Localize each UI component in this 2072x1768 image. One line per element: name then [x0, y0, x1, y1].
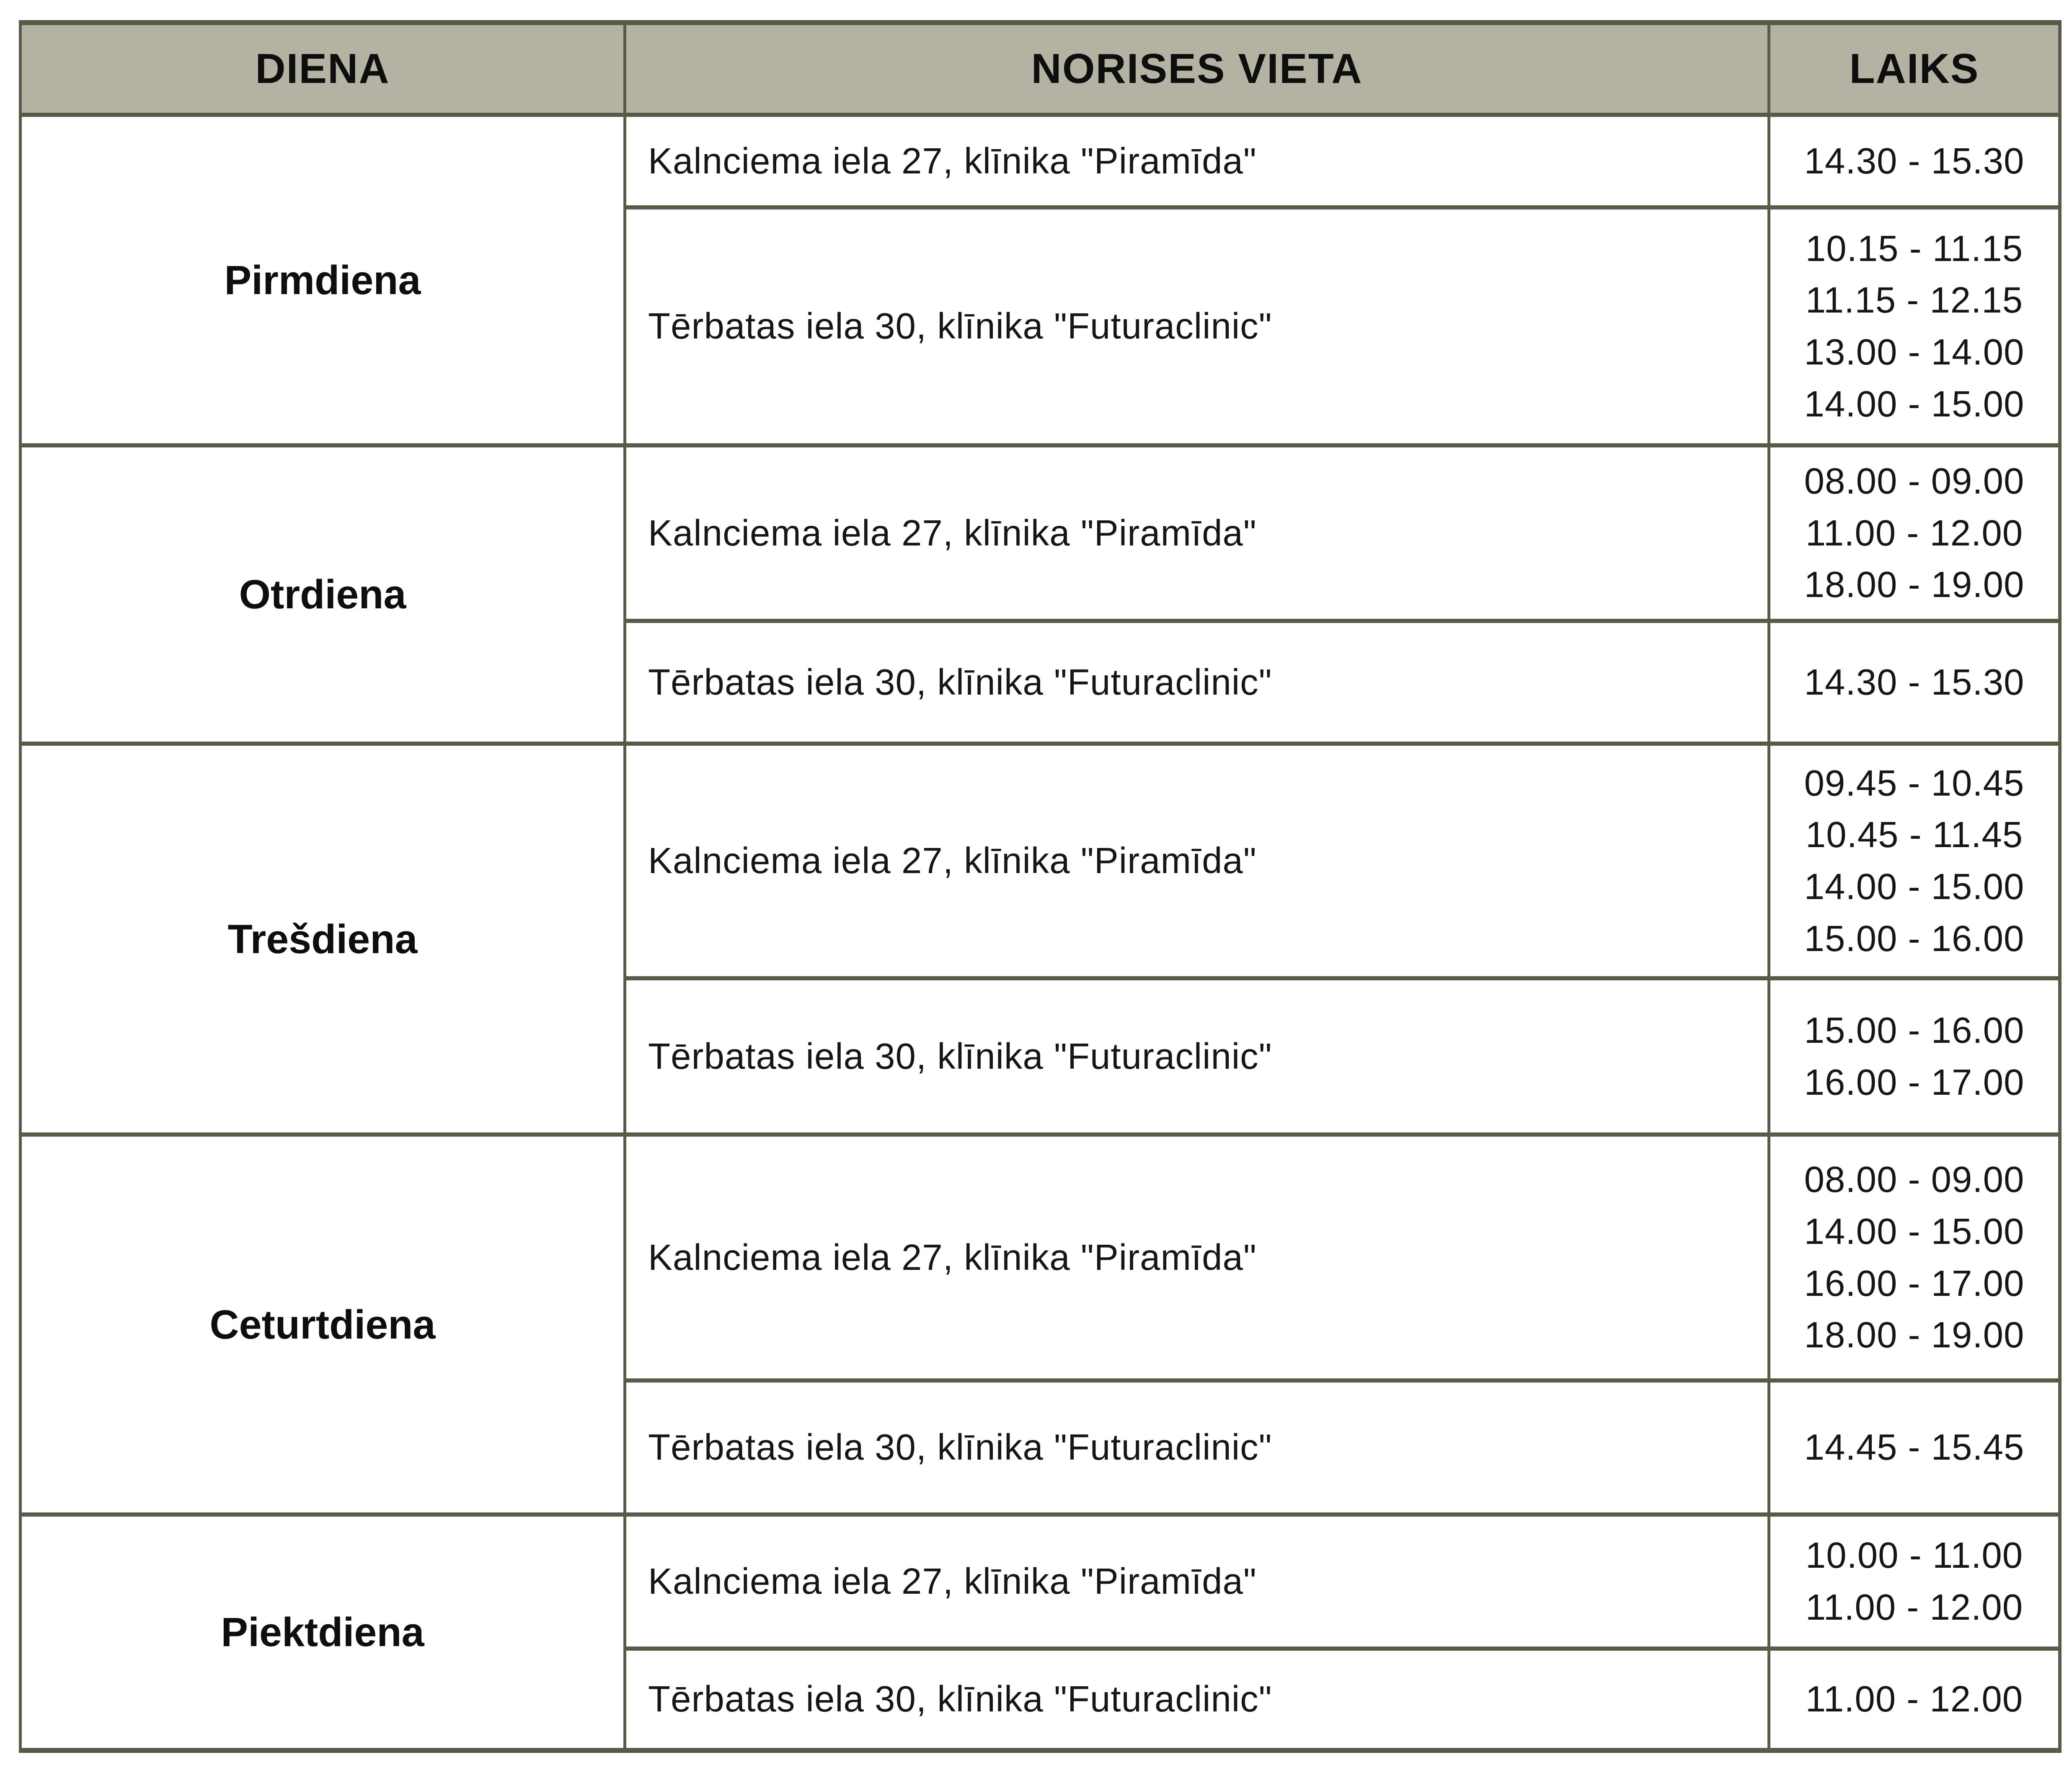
time-range: 15.00 - 16.00	[1804, 1010, 2025, 1051]
time-range: 14.45 - 15.45	[1804, 1427, 2025, 1468]
time-range: 16.00 - 17.00	[1804, 1062, 2025, 1103]
time-range: 18.00 - 19.00	[1804, 564, 2025, 605]
time-range: 14.00 - 15.00	[1804, 1211, 2025, 1252]
time-cell	[1770, 623, 2058, 742]
time-cell	[1770, 209, 2058, 443]
time-range: 10.45 - 11.45	[1805, 814, 2023, 856]
time-range: 14.30 - 15.30	[1804, 140, 2025, 181]
time-cell	[1770, 1383, 2058, 1512]
time-range: 11.15 - 12.15	[1805, 280, 2023, 321]
day-cell: Otrdiena	[22, 447, 623, 742]
day-cell: Piektdiena	[22, 1517, 623, 1748]
venue-cell: Kalnciema iela 27, klīnika "Piramīda"	[626, 447, 1767, 619]
time-range: 14.30 - 15.30	[1804, 662, 2025, 703]
time-range: 08.00 - 09.00	[1804, 1159, 2025, 1200]
day-cell: Trešdiena	[22, 746, 623, 1132]
time-range: 11.00 - 12.00	[1805, 1587, 2023, 1628]
time-range: 14.00 - 15.00	[1804, 866, 2025, 907]
day-cell: Pirmdiena	[22, 117, 623, 443]
venue-cell: Tērbatas iela 30, klīnika "Futuraclinic"	[626, 623, 1767, 742]
time-range: 10.00 - 11.00	[1805, 1535, 2023, 1576]
header-cell-time: LAIKS	[1770, 25, 2058, 113]
header-cell-venue: NORISES VIETA	[626, 25, 1767, 113]
time-range: 18.00 - 19.00	[1804, 1315, 2025, 1356]
time-range: 13.00 - 14.00	[1804, 332, 2025, 372]
time-range: 09.45 - 10.45	[1804, 763, 2025, 804]
venue-cell: Tērbatas iela 30, klīnika "Futuraclinic"	[626, 209, 1767, 443]
venue-cell: Tērbatas iela 30, klīnika "Futuraclinic"	[626, 1651, 1767, 1748]
time-cell	[1770, 447, 2058, 619]
time-range: 14.00 - 15.00	[1804, 383, 2025, 424]
venue-cell: Kalnciema iela 27, klīnika "Piramīda"	[626, 746, 1767, 976]
time-range: 08.00 - 09.00	[1804, 461, 2025, 502]
venue-cell: Tērbatas iela 30, klīnika "Futuraclinic"	[626, 1383, 1767, 1512]
time-cell	[1770, 1137, 2058, 1378]
venue-cell: Kalnciema iela 27, klīnika "Piramīda"	[626, 117, 1767, 205]
time-cell	[1770, 1651, 2058, 1748]
time-cell	[1770, 746, 2058, 976]
time-cell	[1770, 1517, 2058, 1647]
time-range: 10.15 - 11.15	[1805, 228, 2023, 269]
venue-cell: Kalnciema iela 27, klīnika "Piramīda"	[626, 1137, 1767, 1378]
header-cell-day: DIENA	[22, 25, 623, 113]
time-range: 11.00 - 12.00	[1805, 1679, 2023, 1720]
schedule-table	[19, 20, 2062, 1753]
time-cell	[1770, 117, 2058, 205]
day-cell: Ceturtdiena	[22, 1137, 623, 1512]
venue-cell: Kalnciema iela 27, klīnika "Piramīda"	[626, 1517, 1767, 1647]
venue-cell: Tērbatas iela 30, klīnika "Futuraclinic"	[626, 980, 1767, 1132]
time-cell	[1770, 980, 2058, 1132]
time-range: 16.00 - 17.00	[1804, 1263, 2025, 1304]
time-range: 15.00 - 16.00	[1804, 918, 2025, 959]
time-range: 11.00 - 12.00	[1805, 512, 2023, 553]
